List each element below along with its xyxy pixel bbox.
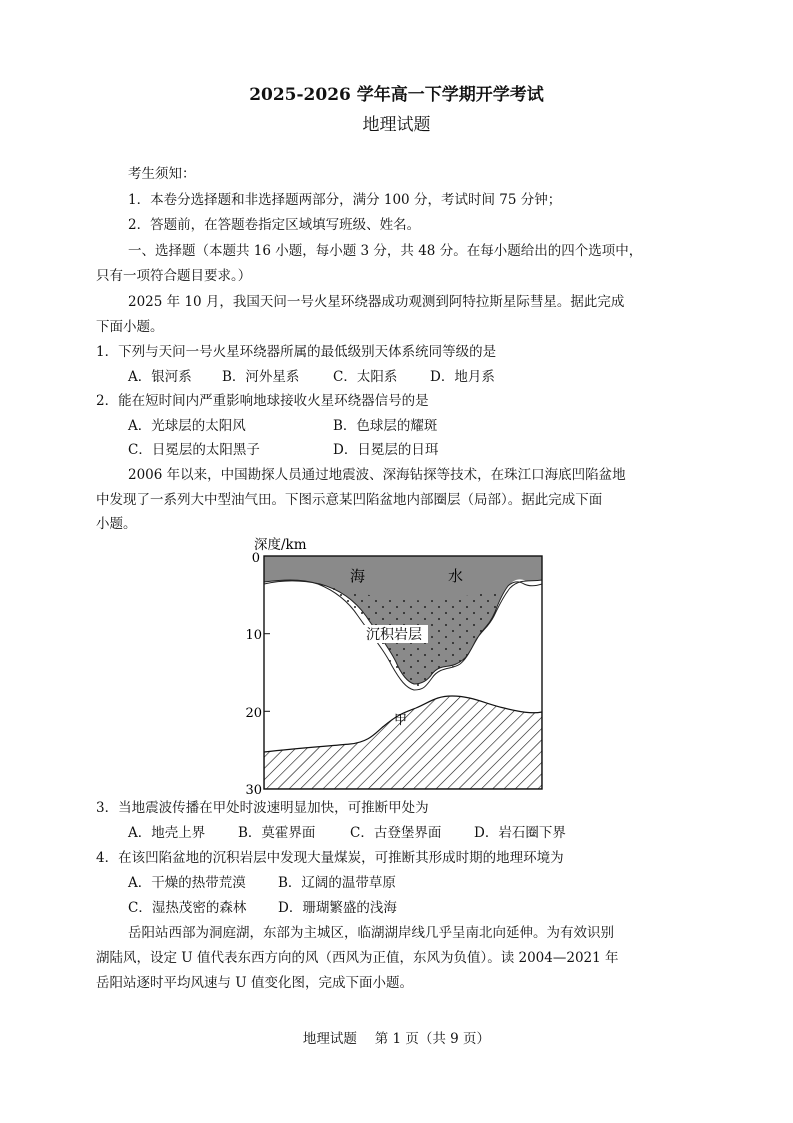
exam-title: 2025-2026 学年高一下学期开学考试: [249, 85, 544, 105]
question-1-stem: 1．下列与天问一号火星环绕器所属的最低级别天体系统同等级的是: [96, 344, 497, 360]
question-4-option-a: A．干燥的热带荒漠: [128, 875, 246, 891]
sediment-label: 沉积岩层: [366, 627, 422, 643]
question-2-option-a: A．光球层的太阳风: [128, 418, 246, 434]
depth-tick-20: 20: [245, 706, 262, 721]
question-4-stem: 4．在该凹陷盆地的沉积岩层中发现大量煤炭，可推断其形成时期的地理环境为: [96, 850, 564, 866]
question-4-option-d: D．珊瑚繁盛的浅海: [278, 900, 397, 916]
notice-heading: 考生须知：: [128, 166, 196, 182]
question-2-option-b: B．色球层的耀斑: [333, 418, 438, 434]
question-2-stem: 2．能在短时间内严重影响地球接收火星环绕器信号的是: [96, 393, 429, 409]
notice-item-1: 1．本卷分选择题和非选择题两部分，满分 100 分，考试时间 75 分钟；: [128, 192, 562, 208]
intro2-line-2: 中发现了一系列大中型油气田。下图示意某凹陷盆地内部圈层（局部）。据此完成下面: [96, 492, 603, 508]
intro3-line-2: 湖陆风，设定 U 值代表东西方向的风（西风为正值，东风为负值）。读 2004—2021 年: [96, 950, 619, 966]
question-3-option-d: D．岩石圈下界: [474, 825, 566, 841]
section-heading-line-1: 一、选择题（本题共 16 小题，每小题 3 分，共 48 分。在每小题给出的四个选项中，: [128, 243, 643, 259]
sea-label-1: 海: [350, 567, 366, 585]
page-footer: 地理试题 第 1 页（共 9 页）: [302, 1031, 491, 1047]
depth-tick-10: 10: [245, 628, 262, 643]
depth-axis-title: 深度/km: [254, 537, 307, 553]
question-3-option-c: C．古登堡界面: [350, 825, 442, 841]
question-2-option-d: D．日冕层的日珥: [333, 442, 439, 458]
mantle-layer: [264, 696, 542, 789]
question-1-option-c: C．太阳系: [333, 369, 398, 385]
intro2-line-3: 小题。: [96, 516, 137, 532]
question-3-option-b: B．莫霍界面: [238, 825, 316, 841]
section-heading-line-2: 只有一项符合题目要求。）: [96, 268, 252, 284]
question-4-option-b: B．辽阔的温带草原: [278, 875, 396, 891]
question-3-stem: 3．当地震波传播在甲处时波速明显加快，可推断甲处为: [96, 800, 429, 816]
depth-tick-0: 0: [251, 551, 260, 566]
intro3-line-1: 岳阳站西部为洞庭湖，东部为主城区，临湖湖岸线几乎呈南北向延伸。为有效识别: [128, 925, 614, 941]
question-3-option-a: A．地壳上界: [128, 825, 206, 841]
question-1-option-d: D．地月系: [430, 369, 495, 385]
intro2-line-1: 2006 年以来，中国勘探人员通过地震波、深海钻探等技术，在珠江口海底凹陷盆地: [128, 467, 626, 483]
question-2-option-c: C．日冕层的太阳黑子: [128, 442, 260, 458]
basin-cross-section-figure: [240, 532, 550, 794]
notice-item-2: 2．答题前，在答题卷指定区域填写班级、姓名。: [128, 217, 421, 233]
question-1-option-a: A．银河系: [128, 369, 192, 385]
question-4-option-c: C．湿热茂密的森林: [128, 900, 247, 916]
intro1-line-1: 2025 年 10 月，我国天问一号火星环绕器成功观测到阿特拉斯星际彗星。据此完成: [128, 294, 625, 310]
question-1-option-b: B．河外星系: [222, 369, 300, 385]
intro3-line-3: 岳阳站逐时平均风速与 U 值变化图，完成下面小题。: [96, 975, 413, 991]
exam-subject: 地理试题: [362, 115, 431, 135]
intro1-line-2: 下面小题。: [96, 319, 164, 335]
sea-label-2: 水: [448, 567, 464, 585]
point-jia-label: 甲: [394, 713, 408, 728]
depth-tick-30: 30: [245, 783, 262, 794]
